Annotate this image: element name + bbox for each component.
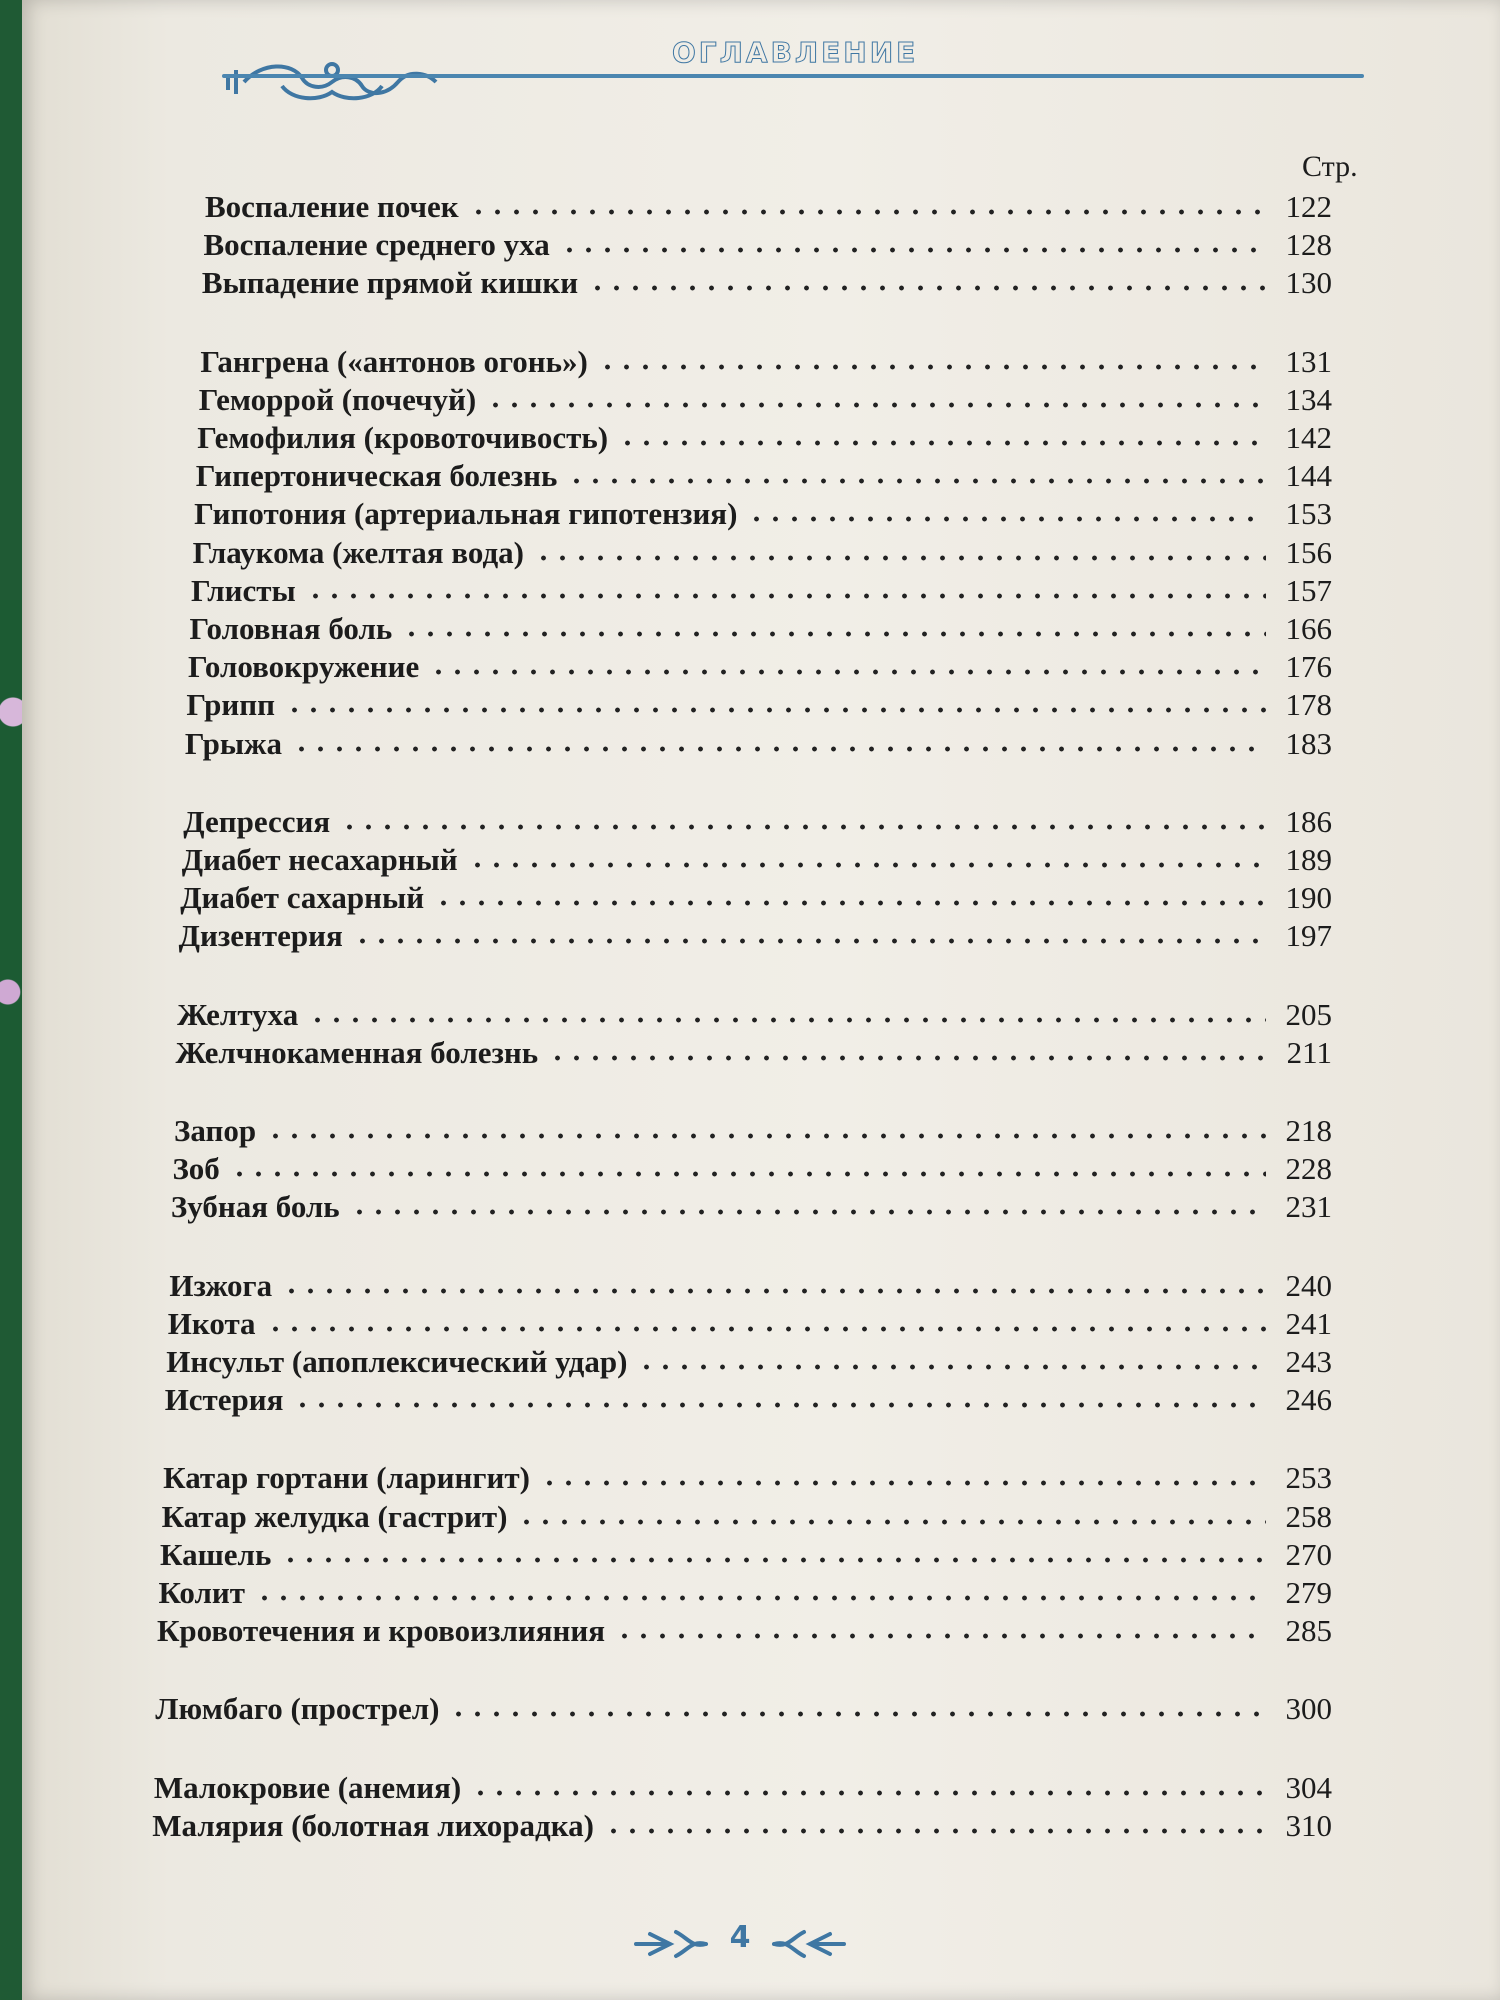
toc-entry (179, 917, 1332, 955)
dot-leader (350, 1209, 1266, 1215)
toc-entry-title: Грипп (186, 687, 275, 723)
toc-entry-page: 258 (1285, 1498, 1332, 1534)
dot-leader (534, 555, 1266, 561)
toc-entry-title: Кашель (160, 1536, 272, 1572)
dot-leader (402, 631, 1266, 637)
toc-entry (185, 725, 1332, 763)
toc-entry (202, 264, 1332, 302)
dot-leader (340, 824, 1266, 830)
toc-entry-page: 285 (1285, 1613, 1332, 1649)
toc-entry-title: Катар гортани (ларингит) (163, 1460, 530, 1496)
toc-entry (186, 686, 1332, 724)
toc-entry-page: 270 (1285, 1536, 1332, 1572)
toc-entry (191, 572, 1332, 610)
toc-entry-page: 122 (1285, 189, 1332, 224)
toc-entry-page: 240 (1285, 1267, 1332, 1303)
toc-entry-page: 156 (1285, 534, 1332, 570)
page-footer (630, 1918, 850, 1968)
section-title: ОГЛАВЛЕНИЕ (672, 36, 919, 69)
toc-entry-title: Гемофилия (кровоточивость) (197, 420, 609, 455)
dot-leader (353, 938, 1266, 944)
toc-entry-title: Диабет сахарный (180, 880, 425, 916)
toc-entry-page: 218 (1285, 1113, 1332, 1148)
toc-entry-title: Гипотония (артериальная гипотензия) (194, 496, 738, 532)
toc-entry-title: Запор (174, 1113, 257, 1148)
toc-entry (196, 457, 1332, 495)
toc-entry-title: Грыжа (184, 725, 283, 761)
dot-leader (469, 209, 1266, 215)
toc-entry (205, 188, 1332, 226)
dot-leader (637, 1364, 1266, 1370)
toc-entry-title: Гангрена («антонов огонь») (200, 343, 588, 379)
dot-leader (429, 669, 1266, 675)
dot-leader (471, 1790, 1266, 1796)
dot-leader (281, 1557, 1266, 1563)
dot-leader (598, 364, 1266, 370)
toc-entry (193, 534, 1332, 572)
toc-entry (182, 841, 1332, 879)
toc-entry-title: Изжога (169, 1267, 273, 1303)
toc-entry (169, 1267, 1332, 1305)
dot-leader (486, 402, 1266, 408)
toc-entry-title: Гипертоническая болезнь (195, 458, 558, 494)
toc-entry (203, 226, 1332, 264)
toc-entry-title: Инсульт (апоплексический удар) (166, 1344, 628, 1379)
toc-entry (197, 419, 1332, 457)
toc-entry-title: Зоб (172, 1151, 220, 1187)
toc-entry (157, 1612, 1332, 1650)
toc-entry-page: 130 (1285, 265, 1332, 301)
toc-entry-title: Желчнокаменная болезнь (175, 1034, 539, 1070)
toc-entry-title: Головная боль (189, 611, 393, 646)
toc-entry (183, 803, 1332, 841)
toc-entry-page: 176 (1285, 649, 1332, 685)
toc-entry (172, 1150, 1332, 1188)
toc-entry-title: Катар желудка (гастрит) (161, 1498, 508, 1534)
toc-entry-title: Истерия (164, 1382, 284, 1418)
dot-leader (308, 1017, 1266, 1023)
dot-leader (266, 1326, 1266, 1332)
toc-entry-page: 241 (1285, 1305, 1332, 1341)
dot-leader (747, 516, 1266, 522)
toc-entry-title: Выпадение прямой кишки (201, 265, 579, 301)
toc-entry-title: Геморрой (почечуй) (198, 381, 477, 417)
dot-leader (468, 862, 1266, 868)
toc-entry (177, 996, 1332, 1034)
toc-entry (155, 1690, 1332, 1728)
toc-entry-page: 253 (1285, 1460, 1332, 1496)
toc-entry-page: 190 (1285, 880, 1332, 916)
page-column-label: Стр. (1302, 150, 1358, 183)
dot-leader (618, 440, 1266, 446)
toc-entry-page: 300 (1285, 1691, 1332, 1727)
toc-entry-page: 134 (1285, 381, 1332, 417)
dot-leader (449, 1711, 1266, 1717)
toc-entry-title: Глаукома (желтая вода) (192, 534, 524, 570)
toc-entry (176, 1034, 1332, 1072)
toc-entry-page: 243 (1285, 1344, 1332, 1379)
toc-entry-page: 211 (1286, 1034, 1332, 1070)
toc-entry-page: 128 (1285, 227, 1332, 263)
dot-leader (306, 593, 1266, 599)
toc-entry (152, 1807, 1332, 1845)
toc-entry-title: Головокружение (187, 649, 420, 685)
toc-entry (188, 648, 1332, 686)
toc-entry-page: 310 (1285, 1807, 1332, 1843)
toc-entry-page: 279 (1285, 1575, 1332, 1610)
page-number: 4 (729, 1920, 751, 1955)
dot-leader (293, 1402, 1266, 1408)
toc-entry (162, 1498, 1332, 1536)
dot-leader (266, 1133, 1266, 1139)
toc-entry-page: 131 (1285, 343, 1332, 379)
dot-leader (292, 746, 1266, 752)
toc-entry (166, 1343, 1332, 1381)
toc-entry-title: Воспаление среднего уха (203, 227, 550, 263)
toc-entry-title: Люмбаго (прострел) (155, 1691, 440, 1727)
toc-entry-title: Диабет несахарный (181, 842, 458, 877)
dot-leader (434, 900, 1266, 906)
toc-entry-page: 157 (1285, 572, 1332, 608)
toc-entry-title: Кровотечения и кровоизлияния (156, 1613, 606, 1649)
toc-entry (159, 1574, 1333, 1612)
toc-entry (154, 1769, 1332, 1807)
dot-leader (285, 707, 1266, 713)
toc-entry (163, 1459, 1332, 1497)
toc-entry (190, 610, 1333, 648)
toc-entry-title: Малярия (болотная лихорадка) (152, 1807, 594, 1843)
toc-entry-page: 304 (1285, 1769, 1332, 1805)
toc-entry (168, 1305, 1332, 1343)
toc-entry-title: Зубная боль (170, 1189, 340, 1225)
toc-entry-page: 178 (1285, 687, 1332, 723)
toc-entry (171, 1188, 1332, 1226)
dot-leader (615, 1633, 1266, 1639)
dot-leader (540, 1480, 1266, 1486)
dot-leader (282, 1288, 1266, 1294)
toc-entry-page: 189 (1285, 842, 1332, 877)
toc-entry-title: Желтуха (177, 996, 299, 1032)
toc-entry-page: 166 (1285, 611, 1332, 646)
toc-entry (194, 495, 1332, 533)
dot-leader (517, 1519, 1266, 1525)
toc-entry (199, 381, 1332, 419)
toc-entry-page: 228 (1285, 1151, 1332, 1187)
toc-entry (165, 1381, 1332, 1419)
toc-entry-title: Депрессия (183, 803, 331, 839)
dot-leader (230, 1171, 1266, 1177)
toc-entry-page: 205 (1285, 996, 1332, 1032)
toc-entry-page: 197 (1285, 918, 1332, 954)
toc-entry-page: 144 (1285, 458, 1332, 494)
dot-leader (560, 247, 1266, 253)
toc-entry (160, 1536, 1332, 1574)
toc-entry-title: Дизентерия (178, 918, 343, 954)
dot-leader (255, 1595, 1266, 1601)
toc-entry-title: Воспаление почек (205, 189, 459, 224)
toc-entry-page: 186 (1285, 803, 1332, 839)
toc-entry-page: 231 (1285, 1189, 1332, 1225)
toc-entry-title: Глисты (191, 572, 296, 608)
dot-leader (604, 1828, 1266, 1834)
toc-entry-title: Малокровие (анемия) (153, 1769, 462, 1805)
toc-entry-page: 246 (1285, 1382, 1332, 1418)
dot-leader (588, 285, 1266, 291)
dot-leader (548, 1055, 1266, 1061)
toc-entry-title: Колит (158, 1575, 246, 1610)
dot-leader (567, 478, 1266, 484)
toc-entry-page: 153 (1285, 496, 1332, 532)
toc-entry (200, 343, 1332, 381)
toc-entry (180, 879, 1332, 917)
toc-entry-title: Икота (167, 1305, 256, 1341)
toc-entry-page: 183 (1285, 725, 1332, 761)
toc-entry-page: 142 (1285, 420, 1332, 455)
toc-entry (174, 1112, 1332, 1150)
